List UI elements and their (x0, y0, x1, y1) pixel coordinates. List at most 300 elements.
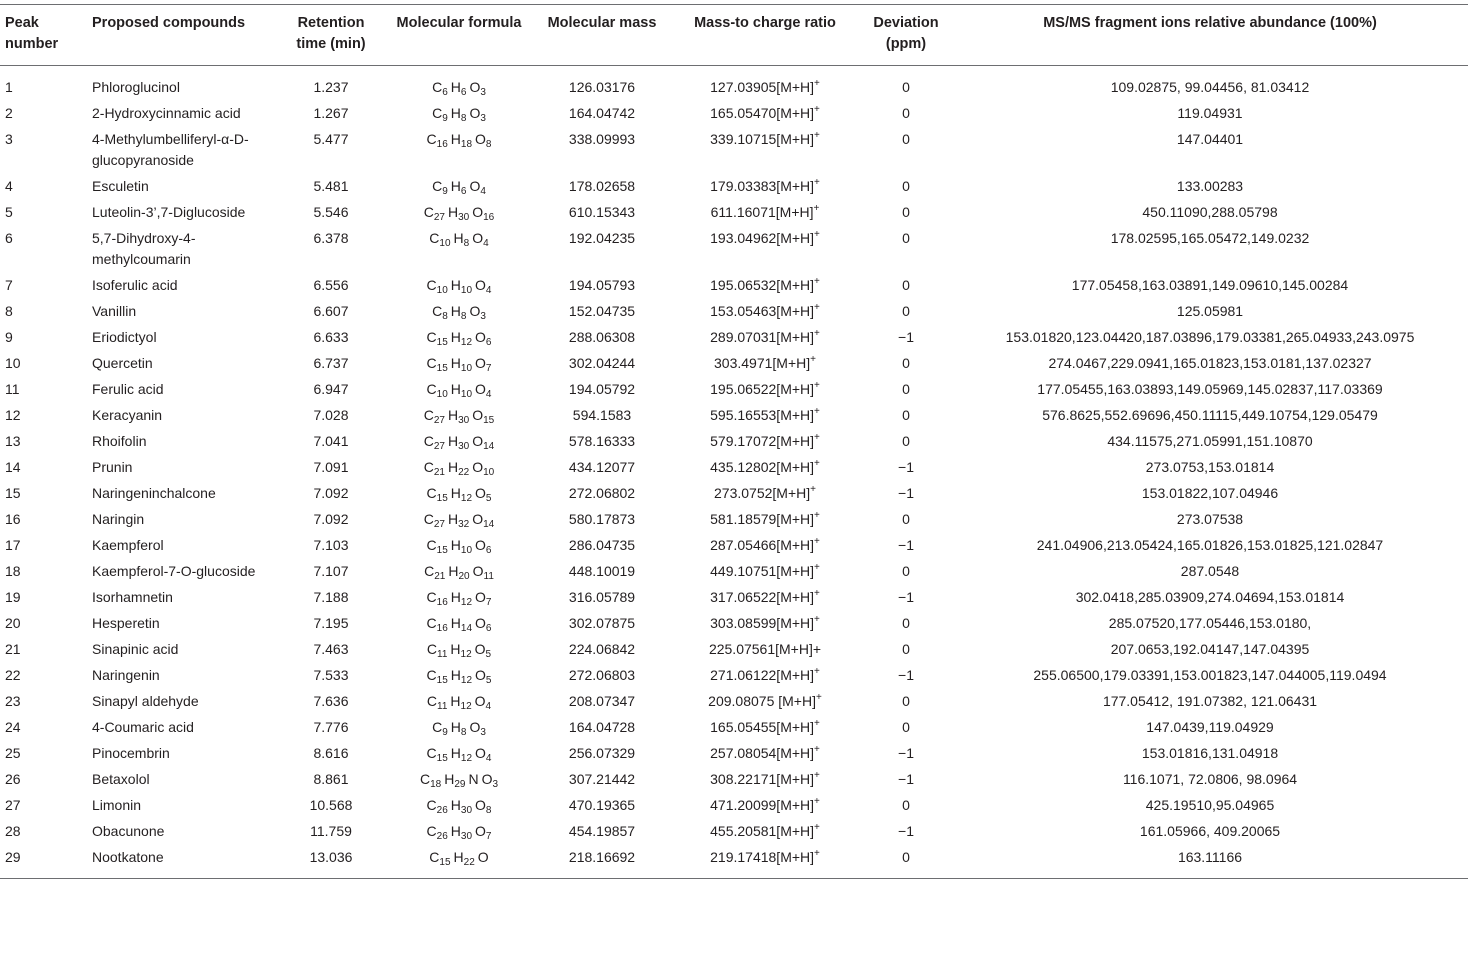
formula-count: 4 (485, 285, 492, 296)
retention-time-cell: 6.556 (313, 277, 349, 293)
formula-element: O (475, 355, 486, 371)
formula-count: 10 (439, 238, 451, 249)
retention-time-cell: 7.533 (313, 667, 349, 683)
formula-atom (472, 433, 495, 452)
formula-element: C (424, 563, 435, 579)
mass-to-charge-cell (670, 533, 860, 559)
formula-count: 27 (433, 415, 445, 426)
header-ms-ms-fragment-ions: MS/MS fragment ions relative abundance (100%) (952, 5, 1468, 66)
fragment-ions-cell: 273.0753,153.01814 (1145, 459, 1275, 475)
peak-number-cell: 12 (5, 407, 21, 423)
molecular-formula-cell (384, 299, 534, 325)
charge-superscript: + (814, 406, 820, 417)
mass-to-charge-cell (670, 325, 860, 351)
formula-count: 22 (463, 857, 475, 868)
compound-name-cell: Obacunone (92, 823, 165, 839)
molecular-formula-cell (384, 611, 534, 637)
molecular-formula-cell (384, 507, 534, 533)
mz-value: 581.18579[M+H] (710, 511, 815, 527)
charge-superscript: + (814, 276, 820, 287)
mz-value: 579.17072[M+H] (710, 433, 815, 449)
fragment-ions-cell: 178.02595,165.05472,149.0232 (1110, 230, 1310, 246)
molecular-mass-cell: 454.19857 (568, 823, 636, 839)
fragment-ions-cell: 273.07538 (1176, 511, 1244, 527)
deviation-cell: 0 (860, 845, 952, 879)
formula-element: O (475, 329, 486, 345)
formula-atom (450, 105, 467, 124)
formula-atom (472, 511, 495, 530)
formula-count: 18 (430, 779, 442, 790)
formula-atom (450, 745, 473, 764)
formula-count: 3 (480, 113, 486, 124)
formula-element: C (426, 485, 437, 501)
mz-value: 435.12802[M+H] (710, 459, 815, 475)
deviation-cell: −1 (898, 823, 914, 839)
formula-atom (447, 459, 470, 478)
mz-value: 595.16553[M+H] (710, 407, 815, 423)
formula-element: H (450, 745, 461, 761)
compound-name-cell: 2-Hydroxycinnamic acid (92, 105, 241, 121)
compound-name-cell: Quercetin (92, 355, 153, 371)
molecular-formula-cell (384, 66, 534, 101)
formula-atom (429, 849, 451, 868)
molecular-mass-cell: 610.15343 (568, 204, 636, 220)
formula-element: O (472, 563, 484, 579)
retention-time-cell: 5.546 (313, 204, 349, 220)
mass-to-charge-cell (670, 819, 860, 845)
formula-atom (475, 667, 492, 686)
table-row (0, 403, 1468, 429)
mass-to-charge-cell (670, 299, 860, 325)
molecular-formula-cell (384, 273, 534, 299)
molecular-formula-cell (384, 429, 534, 455)
formula-count: 10 (436, 389, 448, 400)
molecular-formula-cell (384, 845, 534, 879)
formula-atom (450, 178, 467, 197)
table-row (0, 377, 1468, 403)
formula-atom (426, 823, 448, 842)
charge-superscript: + (814, 588, 820, 599)
peak-number-cell: 19 (5, 589, 21, 605)
retention-time-cell: 8.861 (313, 771, 349, 787)
formula-atom (472, 230, 489, 249)
formula-element: O (475, 589, 486, 605)
compound-name-cell: 5,7-Dihydroxy-4-methylcoumarin (92, 230, 196, 267)
formula-element: H (450, 537, 461, 553)
molecular-mass-cell: 194.05792 (568, 381, 636, 397)
charge-superscript: + (814, 510, 820, 521)
mass-to-charge-cell (670, 455, 860, 481)
peak-number-cell: 9 (5, 329, 13, 345)
formula-element: O (477, 849, 489, 865)
mass-to-charge-cell (670, 715, 860, 741)
deviation-cell: 0 (902, 131, 910, 147)
peak-number-cell: 13 (5, 433, 21, 449)
retention-time-cell: 6.607 (313, 303, 349, 319)
charge-superscript: + (814, 536, 820, 547)
formula-element: H (453, 849, 464, 865)
formula-atom (426, 277, 448, 296)
formula-atom (447, 407, 470, 426)
formula-count: 10 (460, 545, 473, 556)
molecular-mass-cell: 307.21442 (568, 771, 636, 787)
retention-time-cell: 7.463 (313, 641, 349, 657)
formula-element: O (481, 771, 493, 787)
formula-atom (419, 771, 442, 790)
mz-value: 209.08075 [M+H] (708, 693, 816, 709)
formula-element: C (432, 303, 443, 319)
compound-name-cell: Prunin (92, 459, 133, 475)
fragment-ions-cell: 147.04401 (1176, 131, 1244, 147)
formula-element: O (472, 459, 484, 475)
table-row (0, 715, 1468, 741)
formula-element: H (450, 823, 461, 839)
retention-time-cell: 7.107 (313, 563, 349, 579)
charge-superscript: + (810, 484, 816, 495)
formula-atom (432, 79, 448, 98)
mz-value: 127.03905[M+H] (710, 79, 815, 95)
molecular-formula-cell (384, 200, 534, 226)
molecular-mass-cell: 194.05793 (568, 277, 636, 293)
molecular-mass-cell: 164.04742 (568, 105, 636, 121)
deviation-cell: 0 (902, 433, 910, 449)
fragment-ions-cell: 125.05981 (1176, 303, 1244, 319)
mz-value: 449.10751[M+H] (710, 563, 815, 579)
mz-value: 165.05455[M+H] (710, 719, 815, 735)
formula-atom (450, 303, 467, 322)
formula-count: 15 (436, 363, 448, 374)
formula-element: O (475, 823, 486, 839)
charge-superscript: + (814, 302, 820, 313)
molecular-formula-cell (384, 481, 534, 507)
compound-name-cell: Keracyanin (92, 407, 163, 423)
formula-element: H (450, 381, 461, 397)
fragment-ions-cell: 153.01822,107.04946 (1141, 485, 1279, 501)
formula-element: C (426, 823, 437, 839)
table-row (0, 741, 1468, 767)
mz-value: 303.4971[M+H] (714, 355, 811, 371)
table-row (0, 351, 1468, 377)
formula-atom (444, 771, 466, 790)
charge-superscript: + (814, 104, 820, 115)
formula-count: 26 (436, 831, 448, 842)
retention-time-cell: 1.267 (313, 105, 349, 121)
retention-time-cell: 7.188 (313, 589, 349, 605)
table-row (0, 663, 1468, 689)
formula-count: 3 (480, 87, 486, 98)
molecular-mass-cell: 256.07329 (568, 745, 636, 761)
mass-to-charge-cell (670, 637, 860, 663)
formula-atom (426, 381, 448, 400)
formula-atom (472, 459, 495, 478)
formula-count: 30 (458, 441, 470, 452)
retention-time-cell: 7.028 (313, 407, 349, 423)
formula-count: 5 (485, 649, 492, 660)
deviation-cell: 0 (902, 407, 910, 423)
formula-count: 14 (483, 441, 495, 452)
table-row (0, 637, 1468, 663)
retention-time-cell: 6.378 (313, 230, 349, 246)
formula-count: 27 (433, 212, 445, 223)
retention-time-cell: 7.195 (313, 615, 349, 631)
formula-count: 5 (485, 675, 492, 686)
formula-atom (475, 355, 492, 374)
formula-count: 12 (460, 597, 473, 608)
formula-count: 15 (436, 337, 448, 348)
fragment-ions-cell: 163.11166 (952, 845, 1468, 879)
fragment-ions-cell: 153.01820,123.04420,187.03896,179.03381,265.04933,243.0975 (1005, 329, 1415, 345)
table-row (0, 793, 1468, 819)
formula-count: 16 (483, 212, 495, 223)
formula-atom (423, 511, 445, 530)
mz-value: 165.05470[M+H] (710, 105, 815, 121)
table-body (0, 66, 1468, 879)
formula-element: O (475, 277, 486, 293)
fragment-ions-cell: 133.00283 (1176, 178, 1244, 194)
molecular-formula-cell (384, 663, 534, 689)
charge-superscript: + (813, 203, 820, 214)
peak-number-cell: 8 (5, 303, 13, 319)
formula-count: 12 (460, 701, 472, 712)
table-row (0, 481, 1468, 507)
peak-number-cell: 27 (5, 797, 21, 813)
formula-count: 12 (460, 649, 472, 660)
formula-element: H (450, 797, 461, 813)
formula-atom (472, 407, 495, 426)
fragment-ions-cell: 425.19510,95.04965 (1145, 797, 1275, 813)
mass-to-charge-cell (670, 377, 860, 403)
formula-element: O (469, 79, 481, 95)
formula-element: H (450, 693, 461, 709)
molecular-mass-cell: 286.04735 (568, 537, 636, 553)
formula-atom (468, 771, 478, 787)
formula-element: C (426, 797, 437, 813)
formula-count: 4 (480, 186, 486, 197)
formula-atom (432, 178, 448, 197)
molecular-mass-cell: 288.06308 (568, 329, 636, 345)
peak-number-cell: 4 (5, 178, 13, 194)
compound-name-cell: Sinapyl aldehyde (92, 693, 199, 709)
formula-atom (469, 105, 486, 124)
formula-element: O (475, 615, 486, 631)
deviation-cell: −1 (898, 667, 914, 683)
mass-to-charge-cell (670, 559, 860, 585)
charge-superscript: + (810, 354, 816, 365)
deviation-cell: −1 (898, 485, 914, 501)
compound-name-cell: Limonin (92, 797, 142, 813)
mz-value: 195.06532[M+H] (710, 277, 815, 293)
peak-number-cell: 16 (5, 511, 21, 527)
compound-name-cell: Kaempferol (92, 537, 164, 553)
formula-atom (475, 745, 492, 764)
molecular-formula-cell (384, 767, 534, 793)
deviation-cell: −1 (898, 771, 914, 787)
formula-count: 21 (434, 571, 446, 582)
deviation-cell: 0 (902, 79, 910, 95)
formula-atom (453, 849, 475, 868)
formula-element: H (448, 563, 459, 579)
formula-atom (481, 771, 499, 790)
mass-to-charge-cell (670, 351, 860, 377)
molecular-formula-cell (384, 325, 534, 351)
formula-count: 7 (485, 831, 492, 842)
molecular-formula-cell (384, 403, 534, 429)
formula-count: 15 (436, 675, 448, 686)
fragment-ions-cell: 177.05455,163.03893,149.05969,145.02837,117.03369 (1037, 381, 1383, 397)
table-row (0, 299, 1468, 325)
peak-number-cell: 26 (5, 771, 21, 787)
fragment-ions-cell: 147.0439,119.04929 (1146, 719, 1274, 735)
table-row (0, 767, 1468, 793)
mass-to-charge-cell (670, 663, 860, 689)
formula-atom (450, 589, 473, 608)
formula-element: H (444, 771, 455, 787)
formula-atom (475, 537, 492, 556)
compound-name-cell: Rhoifolin (92, 433, 147, 449)
formula-atom (469, 79, 486, 98)
fragment-ions-cell: 285.07520,177.05446,153.0180, (1108, 615, 1312, 631)
formula-element: C (423, 433, 434, 449)
formula-atom (423, 433, 445, 452)
compound-name-cell: Hesperetin (92, 615, 160, 631)
formula-element: C (429, 230, 440, 246)
deviation-cell: −1 (898, 745, 914, 761)
formula-element: O (475, 745, 486, 761)
formula-element: C (426, 745, 437, 761)
formula-element: O (475, 537, 486, 553)
molecular-formula-cell (384, 741, 534, 767)
mz-value: 193.04962[M+H] (710, 230, 815, 246)
peak-number-cell: 22 (5, 667, 21, 683)
retention-time-cell: 7.092 (313, 511, 349, 527)
formula-element: C (432, 178, 443, 194)
molecular-mass-cell: 218.16692 (534, 845, 670, 879)
formula-element: O (475, 381, 486, 397)
formula-atom (450, 355, 473, 374)
charge-superscript: + (814, 718, 820, 729)
formula-element: H (447, 459, 459, 475)
fragment-ions-cell: 161.05966, 409.20065 (1139, 823, 1281, 839)
formula-count: 8 (442, 311, 448, 322)
mz-value: 219.17418[M+H] (710, 849, 815, 865)
peak-number-cell: 18 (5, 563, 21, 579)
charge-superscript: + (814, 380, 820, 391)
formula-atom (426, 329, 448, 348)
deviation-cell: −1 (898, 329, 914, 345)
molecular-mass-cell: 580.17873 (568, 511, 636, 527)
mass-to-charge-cell (670, 793, 860, 819)
deviation-cell: 0 (902, 641, 910, 657)
fragment-ions-cell: 177.05458,163.03891,149.09610,145.00284 (1071, 277, 1349, 293)
formula-count: 21 (433, 467, 445, 478)
deviation-cell: 0 (902, 105, 910, 121)
deviation-cell: −1 (898, 537, 914, 553)
formula-count: 10 (483, 467, 495, 478)
formula-count: 8 (460, 113, 467, 124)
retention-time-cell: 6.947 (313, 381, 349, 397)
formula-atom (472, 563, 494, 582)
table-row (0, 101, 1468, 127)
formula-element: C (426, 615, 437, 631)
molecular-mass-cell: 192.04235 (568, 230, 636, 246)
formula-element: C (426, 667, 437, 683)
compound-name-cell: Kaempferol-7-O-glucoside (92, 563, 256, 579)
fragment-ions-cell: 274.0467,229.0941,165.01823,153.0181,137.02327 (1048, 355, 1372, 371)
formula-count: 18 (460, 139, 473, 150)
table-row (0, 127, 1468, 174)
formula-count: 11 (437, 701, 448, 712)
formula-atom (450, 667, 473, 686)
compound-name-cell: Eriodictyol (92, 329, 157, 345)
peak-number-cell: 1 (5, 79, 13, 95)
formula-atom (450, 823, 473, 842)
formula-count: 16 (436, 597, 448, 608)
formula-count: 30 (458, 415, 470, 426)
mass-to-charge-cell (670, 689, 860, 715)
peak-number-cell: 23 (5, 693, 21, 709)
deviation-cell: 0 (902, 355, 910, 371)
compound-name-cell: Naringeninchalcone (92, 485, 216, 501)
charge-superscript: + (814, 328, 820, 339)
formula-count: 30 (460, 831, 473, 842)
formula-count: 8 (460, 727, 467, 738)
mz-value: 273.0752[M+H] (714, 485, 811, 501)
molecular-mass-cell: 152.04735 (568, 303, 636, 319)
formula-element: C (419, 771, 431, 787)
formula-element: H (450, 355, 461, 371)
compound-name-cell: Nootkatone (88, 845, 278, 879)
charge-superscript: + (814, 562, 820, 573)
formula-element: H (450, 329, 461, 345)
mass-to-charge-cell (670, 767, 860, 793)
table-row (0, 819, 1468, 845)
formula-count: 7 (485, 363, 492, 374)
formula-count: 20 (458, 571, 470, 582)
molecular-mass-cell: 434.12077 (568, 459, 636, 475)
formula-count: 16 (436, 623, 448, 634)
fragment-ions-cell: 241.04906,213.05424,165.01826,153.01825,121.02847 (1036, 537, 1384, 553)
formula-count: 9 (442, 186, 448, 197)
formula-element: C (423, 459, 434, 475)
formula-atom (469, 303, 486, 322)
table-row (0, 429, 1468, 455)
formula-atom (474, 693, 492, 712)
formula-count: 9 (442, 727, 448, 738)
formula-atom (426, 667, 448, 686)
molecular-mass-cell: 224.06842 (568, 641, 636, 657)
formula-atom (450, 131, 473, 150)
table-row (0, 174, 1468, 200)
deviation-cell: 0 (902, 178, 910, 194)
compound-name-cell: Isoferulic acid (92, 277, 178, 293)
formula-atom (447, 204, 470, 223)
formula-element: C (426, 131, 437, 147)
peak-number-cell: 29 (0, 845, 88, 879)
formula-count: 5 (485, 493, 492, 504)
formula-count: 10 (460, 363, 473, 374)
formula-element: O (475, 667, 486, 683)
retention-time-cell: 5.477 (313, 131, 349, 147)
formula-count: 12 (460, 337, 473, 348)
molecular-mass-cell: 164.04728 (568, 719, 636, 735)
retention-time-cell: 7.776 (313, 719, 349, 735)
formula-element: C (429, 849, 440, 865)
molecular-formula-cell (384, 174, 534, 200)
formula-atom (475, 589, 492, 608)
formula-atom (426, 797, 448, 816)
formula-atom (426, 641, 448, 660)
table-row (0, 507, 1468, 533)
